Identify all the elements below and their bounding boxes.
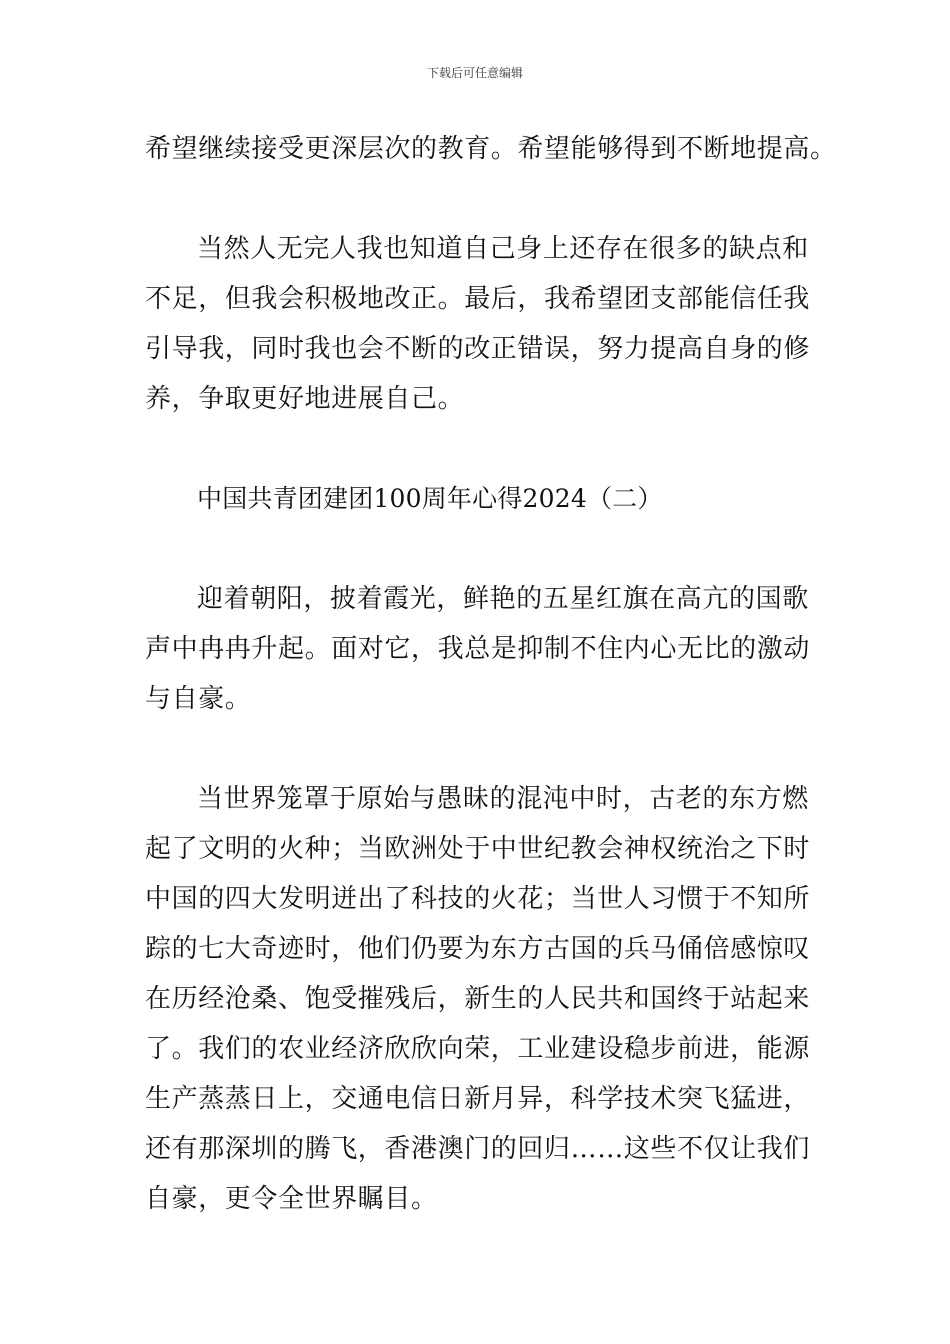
- text-line: 生产蒸蒸日上，交通电信日新月异，科学技术突飞猛进，: [145, 1084, 811, 1114]
- text-line: 养，争取更好地进展自己。: [145, 384, 465, 414]
- text-line: 希望继续接受更深层次的教育。希望能够得到不断地提高。: [145, 134, 837, 164]
- text-line: 还有那深圳的腾飞，香港澳门的回归……这些不仅让我们: [145, 1134, 811, 1164]
- text-line: 起了文明的火种；当欧洲处于中世纪教会神权统治之下时: [145, 834, 811, 864]
- text-line: 声中冉冉升起。面对它，我总是抑制不住内心无比的激动: [145, 634, 811, 664]
- text-line: 了。我们的农业经济欣欣向荣，工业建设稳步前进，能源: [145, 1034, 811, 1064]
- section-title-text: 中国共青团建团100周年心得2024（二）: [197, 484, 663, 513]
- text-line: 自豪，更令全世界瞩目。: [145, 1184, 438, 1214]
- text-line: 中国的四大发明迸出了科技的火花；当世人习惯于不知所: [145, 884, 811, 914]
- text-line: 在历经沧桑、饱受摧残后，新生的人民共和国终于站起来: [145, 984, 811, 1014]
- text-line: 踪的七大奇迹时，他们仍要为东方古国的兵马俑倍感惊叹: [145, 934, 811, 964]
- text-line: 迎着朝阳，披着霞光，鲜艳的五星红旗在高亢的国歌: [197, 584, 809, 614]
- text-line: 当世界笼罩于原始与愚昧的混沌中时，古老的东方燃: [197, 784, 809, 814]
- text-line: 不足，但我会积极地改正。最后，我希望团支部能信任我: [145, 284, 811, 314]
- text-line: 当然人无完人我也知道自己身上还存在很多的缺点和: [197, 234, 809, 264]
- text-line: 与自豪。: [145, 684, 252, 714]
- text-line: 引导我，同时我也会不断的改正错误，努力提高自身的修: [145, 334, 811, 364]
- page-header: 下载后可任意编辑: [426, 66, 523, 80]
